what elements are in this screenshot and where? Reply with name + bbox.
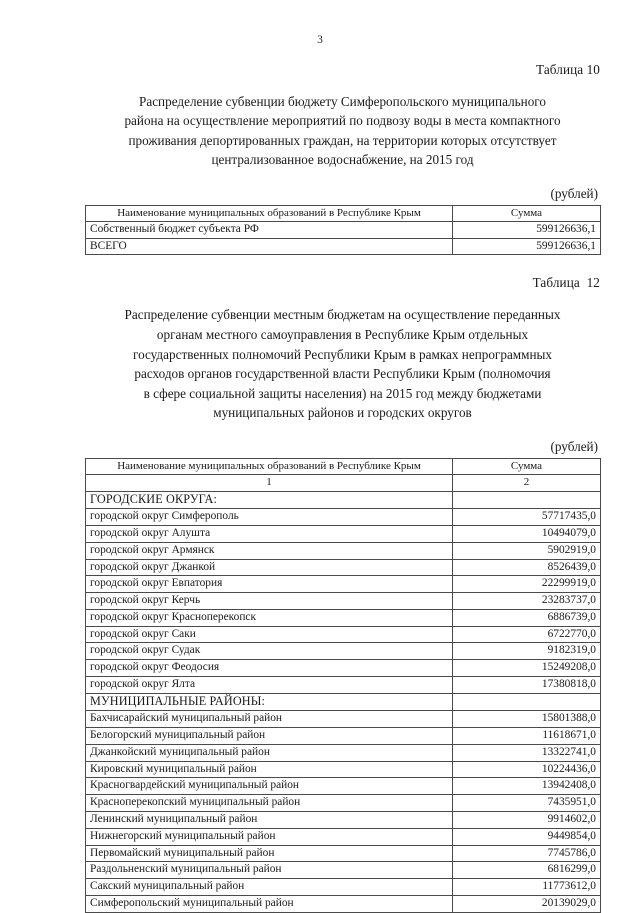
row-label: городской округ Красноперекопск — [86, 609, 453, 626]
table10-header-row — [86, 205, 601, 221]
section-label: ГОРОДСКИЕ ОКРУГА: — [86, 491, 453, 509]
row-label: Ленинский муниципальный район — [86, 811, 453, 828]
table-row — [86, 238, 601, 255]
row-value: 22299919,0 — [453, 576, 601, 593]
table-row — [86, 811, 601, 828]
table-row — [86, 828, 601, 845]
row-value: 17380818,0 — [453, 676, 601, 693]
row-label: Красногвардейский муниципальный район — [86, 778, 453, 795]
row-label: городской округ Симферополь — [86, 509, 453, 526]
row-value: 11773612,0 — [453, 879, 601, 896]
row-label: Нижнегорский муниципальный район — [86, 828, 453, 845]
table12-col-name: Наименование муниципальных образований в Республике Крым — [86, 459, 453, 475]
row-value: 6886739,0 — [453, 609, 601, 626]
row-value: 5902919,0 — [453, 542, 601, 559]
row-value: 13942408,0 — [453, 778, 601, 795]
table-row — [86, 626, 601, 643]
table-row — [86, 895, 601, 912]
row-label: городской округ Евпатория — [86, 576, 453, 593]
table10-title: Распределение субвенции бюджету Симферопольского муниципального района на осуществление мероприятий по подвозу воды в места компактного проживания депортированных граждан, на территории которых отсутствует централизованное водоснабжение, на 2015 год — [124, 94, 561, 168]
section-label: МУНИЦИПАЛЬНЫЕ РАЙОНЫ: — [86, 693, 453, 711]
table10-col-name: Наименование муниципальных образований в Республике Крым — [86, 205, 453, 221]
table-row — [86, 761, 601, 778]
table-row — [86, 559, 601, 576]
table12 — [85, 458, 601, 913]
table-row — [86, 576, 601, 593]
row-value: 7745786,0 — [453, 845, 601, 862]
row-label: Сакский муниципальный район — [86, 879, 453, 896]
table12-column-number-row — [86, 475, 601, 491]
table10-units: (рублей) — [550, 185, 598, 201]
row-value: 6816299,0 — [453, 862, 601, 879]
table12-block — [85, 275, 600, 912]
row-value: 15249208,0 — [453, 660, 601, 677]
section-empty-cell — [453, 491, 601, 509]
table-row — [86, 221, 601, 238]
table-row — [86, 795, 601, 812]
table-row — [86, 542, 601, 559]
table-row — [86, 643, 601, 660]
table-row — [86, 593, 601, 610]
table12-units: (рублей) — [550, 439, 598, 455]
row-label: городской округ Судак — [86, 643, 453, 660]
row-value: 599126636,1 — [453, 221, 601, 238]
row-value: 10494079,0 — [453, 526, 601, 543]
row-label: городской округ Феодосия — [86, 660, 453, 677]
section-header-city-districts — [86, 491, 601, 509]
section-header-municipal-districts — [86, 693, 601, 711]
row-value: 9449854,0 — [453, 828, 601, 845]
table-row — [86, 609, 601, 626]
row-value: 9182319,0 — [453, 643, 601, 660]
row-value: 6722770,0 — [453, 626, 601, 643]
row-label: Красноперекопский муниципальный район — [86, 795, 453, 812]
row-label: ВСЕГО — [86, 238, 453, 255]
row-value: 15801388,0 — [453, 711, 601, 728]
row-value: 57717435,0 — [453, 509, 601, 526]
table-row — [86, 862, 601, 879]
page-number: 3 — [317, 34, 323, 46]
row-value: 20139029,0 — [453, 895, 601, 912]
table-row — [86, 744, 601, 761]
row-value: 9914602,0 — [453, 811, 601, 828]
table-row — [86, 676, 601, 693]
row-label: Симферопольский муниципальный район — [86, 895, 453, 912]
row-value: 11618671,0 — [453, 728, 601, 745]
table-row — [86, 509, 601, 526]
row-label: Белогорский муниципальный район — [86, 728, 453, 745]
row-label: городской округ Керчь — [86, 593, 453, 610]
table-row — [86, 526, 601, 543]
row-value: 7435951,0 — [453, 795, 601, 812]
table10-block — [85, 62, 600, 255]
row-label: Раздольненский муниципальный район — [86, 862, 453, 879]
table12-title: Распределение субвенции местным бюджетам на осуществление переданных органам местного самоуправления в Республике Крым отдельных государственных полномочий Республики Крым в рамках непрограммных расходов органов государственной власти Республики Крым (полномочия в сфере социальной защиты населения) на 2015 год между бюджетами муниципальных районов и городских округов — [124, 307, 561, 421]
section-empty-cell — [453, 693, 601, 711]
row-label: Бахчисарайский муниципальный район — [86, 711, 453, 728]
table10 — [85, 205, 601, 256]
table12-caption: Таблица 12 — [532, 275, 600, 291]
row-value: 8526439,0 — [453, 559, 601, 576]
table-row — [86, 728, 601, 745]
table12-col-sum: Сумма — [453, 459, 601, 475]
row-value: 13322741,0 — [453, 744, 601, 761]
table12-colnum-1: 1 — [86, 475, 453, 491]
table-row — [86, 711, 601, 728]
row-label: городской округ Армянск — [86, 542, 453, 559]
row-label: Собственный бюджет субъекта РФ — [86, 221, 453, 238]
document-content — [85, 62, 600, 913]
row-label: Джанкойский муниципальный район — [86, 744, 453, 761]
row-label: городской округ Джанкой — [86, 559, 453, 576]
table-row — [86, 845, 601, 862]
row-label: городской округ Алушта — [86, 526, 453, 543]
table10-caption: Таблица 10 — [536, 62, 600, 77]
table-row — [86, 660, 601, 677]
table-row — [86, 879, 601, 896]
row-label: городской округ Саки — [86, 626, 453, 643]
row-value: 10224436,0 — [453, 761, 601, 778]
row-value: 599126636,1 — [453, 238, 601, 255]
table12-body — [86, 491, 601, 912]
row-label: Кировский муниципальный район — [86, 761, 453, 778]
table10-col-sum: Сумма — [453, 205, 601, 221]
table12-colnum-2: 2 — [453, 475, 601, 491]
row-value: 23283737,0 — [453, 593, 601, 610]
table-row — [86, 778, 601, 795]
row-label: Первомайский муниципальный район — [86, 845, 453, 862]
row-label: городской округ Ялта — [86, 676, 453, 693]
table12-header-row — [86, 459, 601, 475]
